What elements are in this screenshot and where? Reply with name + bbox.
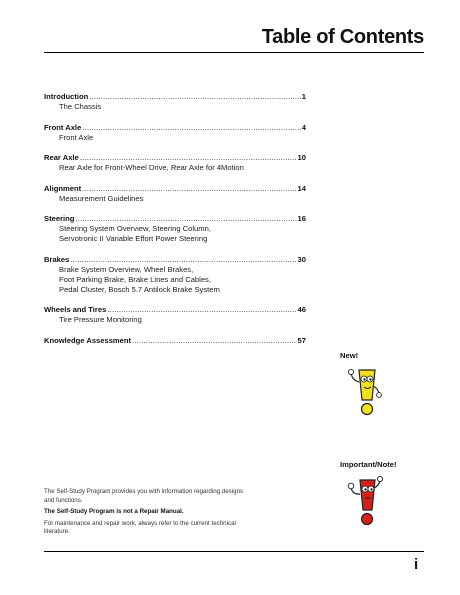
toc-section: [44, 214, 306, 244]
exclamation-mascot-red-icon: [345, 474, 385, 530]
title-rule: [44, 52, 424, 53]
toc-entry-page: 46: [297, 305, 306, 314]
toc-entry-alignment[interactable]: [44, 184, 306, 194]
toc-entry-title: Front Axle: [44, 122, 82, 132]
toc-subentry: The Chassis: [59, 102, 102, 111]
dot-leader: [82, 123, 300, 133]
toc-section: [44, 92, 306, 112]
exclamation-mascot-yellow-icon: [345, 364, 385, 420]
table-of-contents: [44, 92, 306, 356]
toc-entry-introduction[interactable]: [44, 92, 306, 102]
toc-section: [44, 153, 306, 173]
footer-rule: [44, 551, 424, 552]
toc-entry-brakes[interactable]: [44, 255, 306, 265]
dot-leader: [75, 214, 296, 224]
toc-section: [44, 336, 306, 346]
toc-subentry: Front Axle: [59, 132, 94, 142]
toc-section: [44, 184, 306, 204]
toc-entry-page: 30: [297, 254, 306, 264]
dot-leader: [107, 305, 296, 315]
toc-subentry: Tire Pressure Monitoring: [59, 315, 142, 324]
toc-entry-title: Alignment: [44, 183, 82, 193]
page-number: i: [414, 556, 419, 573]
dot-leader: [82, 184, 296, 194]
toc-entry-wheels-and-tires[interactable]: [44, 305, 306, 315]
toc-subentry: Brake System Overview, Wheel Brakes,: [59, 264, 194, 274]
disclaimer-emphasis: The Self-Study Program is not a Repair Manual.: [44, 508, 184, 515]
toc-entry-page: 10: [297, 153, 306, 162]
new-badge-label: New!: [340, 351, 359, 360]
toc-entry-steering[interactable]: [44, 214, 306, 224]
dot-leader: [80, 153, 297, 163]
toc-entry-title: Knowledge Assessment: [44, 335, 132, 345]
dot-leader: [70, 255, 296, 265]
toc-entry-title: Rear Axle: [44, 153, 79, 162]
toc-entry-title: Wheels and Tires: [44, 305, 107, 314]
toc-subentry: Servotronic II Variable Effort Power Steering: [59, 234, 208, 243]
disclaimer-text: The Self-Study Program provides you with information regarding designs and functions.: [44, 488, 244, 504]
toc-entry-front-axle[interactable]: [44, 123, 306, 133]
toc-section: [44, 123, 306, 143]
toc-entry-title: Steering: [44, 214, 75, 223]
dot-leader: [132, 336, 296, 346]
disclaimer-text: For maintenance and repair work, always refer to the current technical literature.: [44, 519, 236, 535]
dot-leader: [89, 92, 300, 102]
toc-subentry: Pedal Cluster, Bosch 5.7 Antilock Brake System: [59, 284, 220, 294]
disclaimer: [44, 488, 244, 540]
toc-subentry: Measurement Guidelines: [59, 193, 144, 203]
toc-section: [44, 255, 306, 295]
toc-entry-title: Brakes: [44, 254, 70, 264]
toc-entry-knowledge-assessment[interactable]: [44, 336, 306, 346]
toc-section: [44, 305, 306, 325]
toc-subentry: Steering System Overview, Steering Column,: [59, 224, 211, 233]
toc-entry-page: 4: [301, 122, 306, 132]
toc-entry-page: 16: [297, 214, 306, 223]
important-badge-label: Important/Note!: [340, 460, 397, 469]
toc-entry-page: 14: [297, 183, 306, 193]
toc-subentry: Rear Axle for Front-Wheel Drive, Rear Axle for 4Motion: [59, 163, 244, 172]
toc-entry-title: Introduction: [44, 92, 89, 101]
toc-subentry: Foot Parking Brake, Brake Lines and Cables,: [59, 274, 211, 284]
toc-entry-page: 57: [297, 335, 306, 345]
page-title: Table of Contents: [261, 26, 424, 48]
toc-entry-rear-axle[interactable]: [44, 153, 306, 163]
toc-entry-page: 1: [301, 92, 306, 101]
